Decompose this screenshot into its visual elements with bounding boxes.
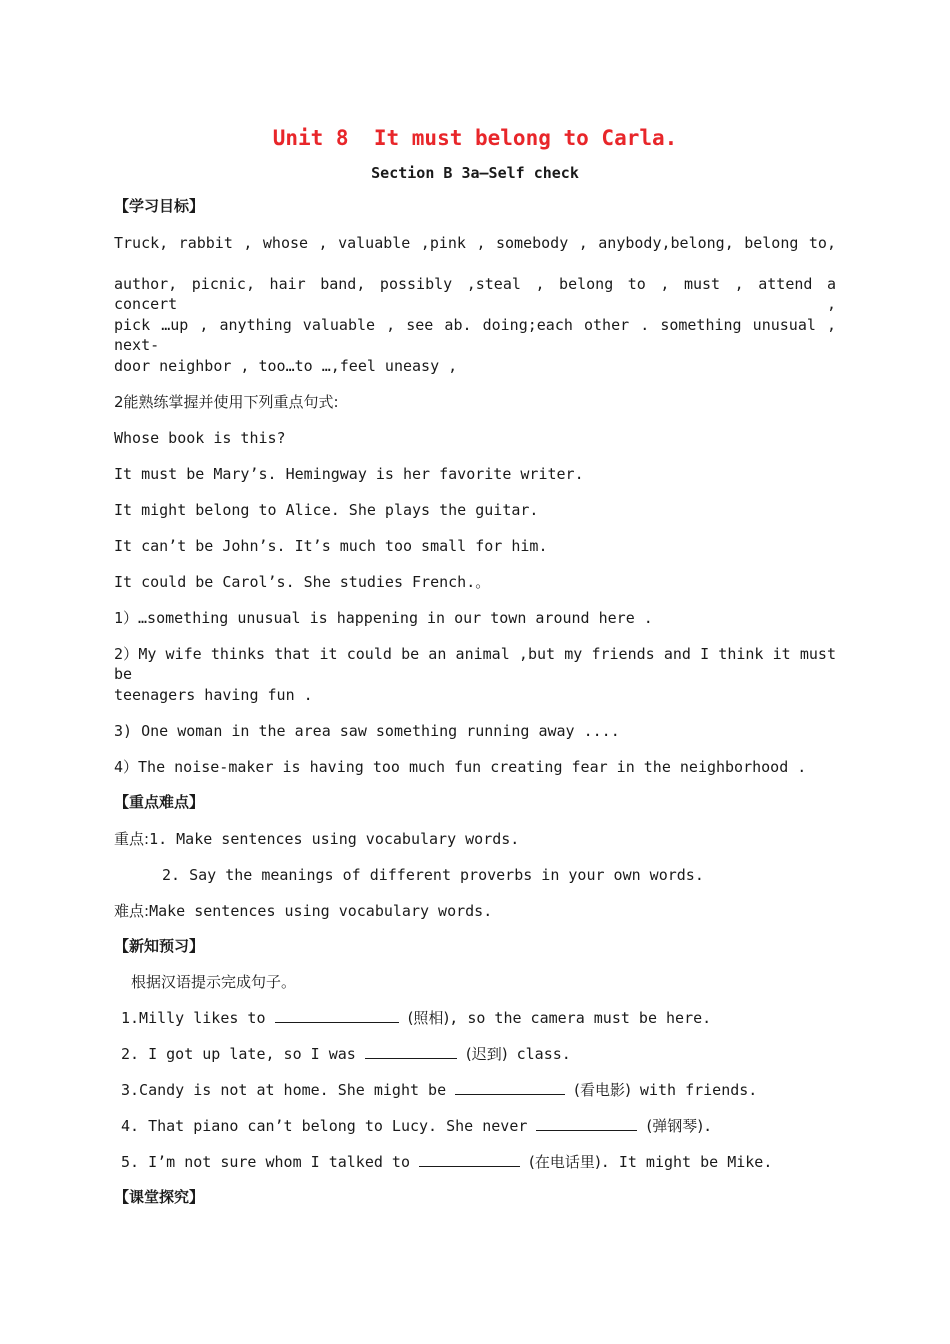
focus-line-2: 2. Say the meanings of different proverbs in your own words. <box>162 866 704 884</box>
answer-blank <box>455 1080 565 1095</box>
sentence-line: 2）My wife thinks that it could be an animal ,but my friends and I think it must be <box>114 645 836 683</box>
sentence-line: 1）…something unusual is happening in our town around here . <box>114 609 653 627</box>
pattern-line: Whose book is this? <box>114 429 286 447</box>
focus-label: 重点: <box>114 830 150 848</box>
pattern-line: It could be Carol’s. She studies French.。 <box>114 573 491 591</box>
item-text: . <box>703 1117 713 1135</box>
difficult-label: 难点: <box>114 902 150 920</box>
sentence-line: teenagers having fun . <box>114 686 313 704</box>
item-hint: (弹钢琴) <box>646 1117 704 1135</box>
item-text: 1.Milly likes to <box>121 1009 275 1027</box>
explore-heading: 【课堂探究】 <box>114 1188 205 1206</box>
preview-item <box>121 1116 712 1136</box>
sentence-line: 3) One woman in the area saw something running away .... <box>114 722 620 740</box>
item-hint: (照相) <box>407 1009 450 1027</box>
key-points-heading: 【重点难点】 <box>114 793 205 811</box>
vocab-line: door neighbor , too…to …,feel uneasy , <box>114 357 458 375</box>
item-text: 3.Candy is not at home. She might be <box>121 1081 456 1099</box>
preview-heading: 【新知预习】 <box>114 937 205 955</box>
item-hint: (看电影) <box>574 1081 631 1099</box>
vocab-line: author, picnic, hair band, possibly ,steal , belong to , must , attend a concert , <box>114 275 836 313</box>
item-text: 2. I got up late, so I was <box>121 1045 365 1063</box>
preview-instruction: 根据汉语提示完成句子。 <box>131 973 297 991</box>
goals-heading: 【学习目标】 <box>114 197 205 215</box>
preview-item <box>121 1044 571 1064</box>
preview-item <box>121 1152 772 1172</box>
pattern-intro: 2能熟练掌握并使用下列重点句式: <box>114 393 339 411</box>
difficult-text: Make sentences using vocabulary words. <box>149 902 493 920</box>
pattern-line: It must be Mary’s. Hemingway is her favorite writer. <box>114 465 584 483</box>
pattern-line: It can’t be John’s. It’s much too small for him. <box>114 537 548 555</box>
focus-text: 1. Make sentences using vocabulary words. <box>149 830 520 848</box>
page-title: Unit 8 It must belong to Carla. <box>272 126 678 150</box>
item-text: with friends. <box>630 1081 758 1099</box>
answer-blank <box>536 1116 637 1131</box>
answer-blank <box>275 1008 399 1023</box>
focus-line-1 <box>114 829 519 849</box>
difficult-line <box>114 901 492 921</box>
vocab-line: Truck, rabbit , whose , valuable ,pink , somebody , anybody,belong, belong to, <box>114 234 836 252</box>
item-hint: (在电话里) <box>529 1153 601 1171</box>
page-subtitle: Section B 3a—Self check <box>371 164 579 182</box>
preview-item <box>121 1080 757 1100</box>
item-text: 5. I’m not sure whom I talked to <box>121 1153 420 1171</box>
item-text: . It might be Mike. <box>600 1153 773 1171</box>
preview-item <box>121 1008 711 1028</box>
item-text: 4. That piano can’t belong to Lucy. She never <box>121 1117 537 1135</box>
sentence-line: 4）The noise-maker is having too much fun creating fear in the neighborhood . <box>114 758 807 776</box>
pattern-line: It might belong to Alice. She plays the guitar. <box>114 501 539 519</box>
answer-blank <box>365 1044 457 1059</box>
item-text: class. <box>507 1045 571 1063</box>
item-hint: (迟到) <box>465 1045 508 1063</box>
answer-blank <box>419 1152 520 1167</box>
item-text: , so the camera must be here. <box>449 1009 712 1027</box>
vocab-line: pick …up , anything valuable , see ab. doing;each other . something unusual , next- <box>114 316 836 354</box>
